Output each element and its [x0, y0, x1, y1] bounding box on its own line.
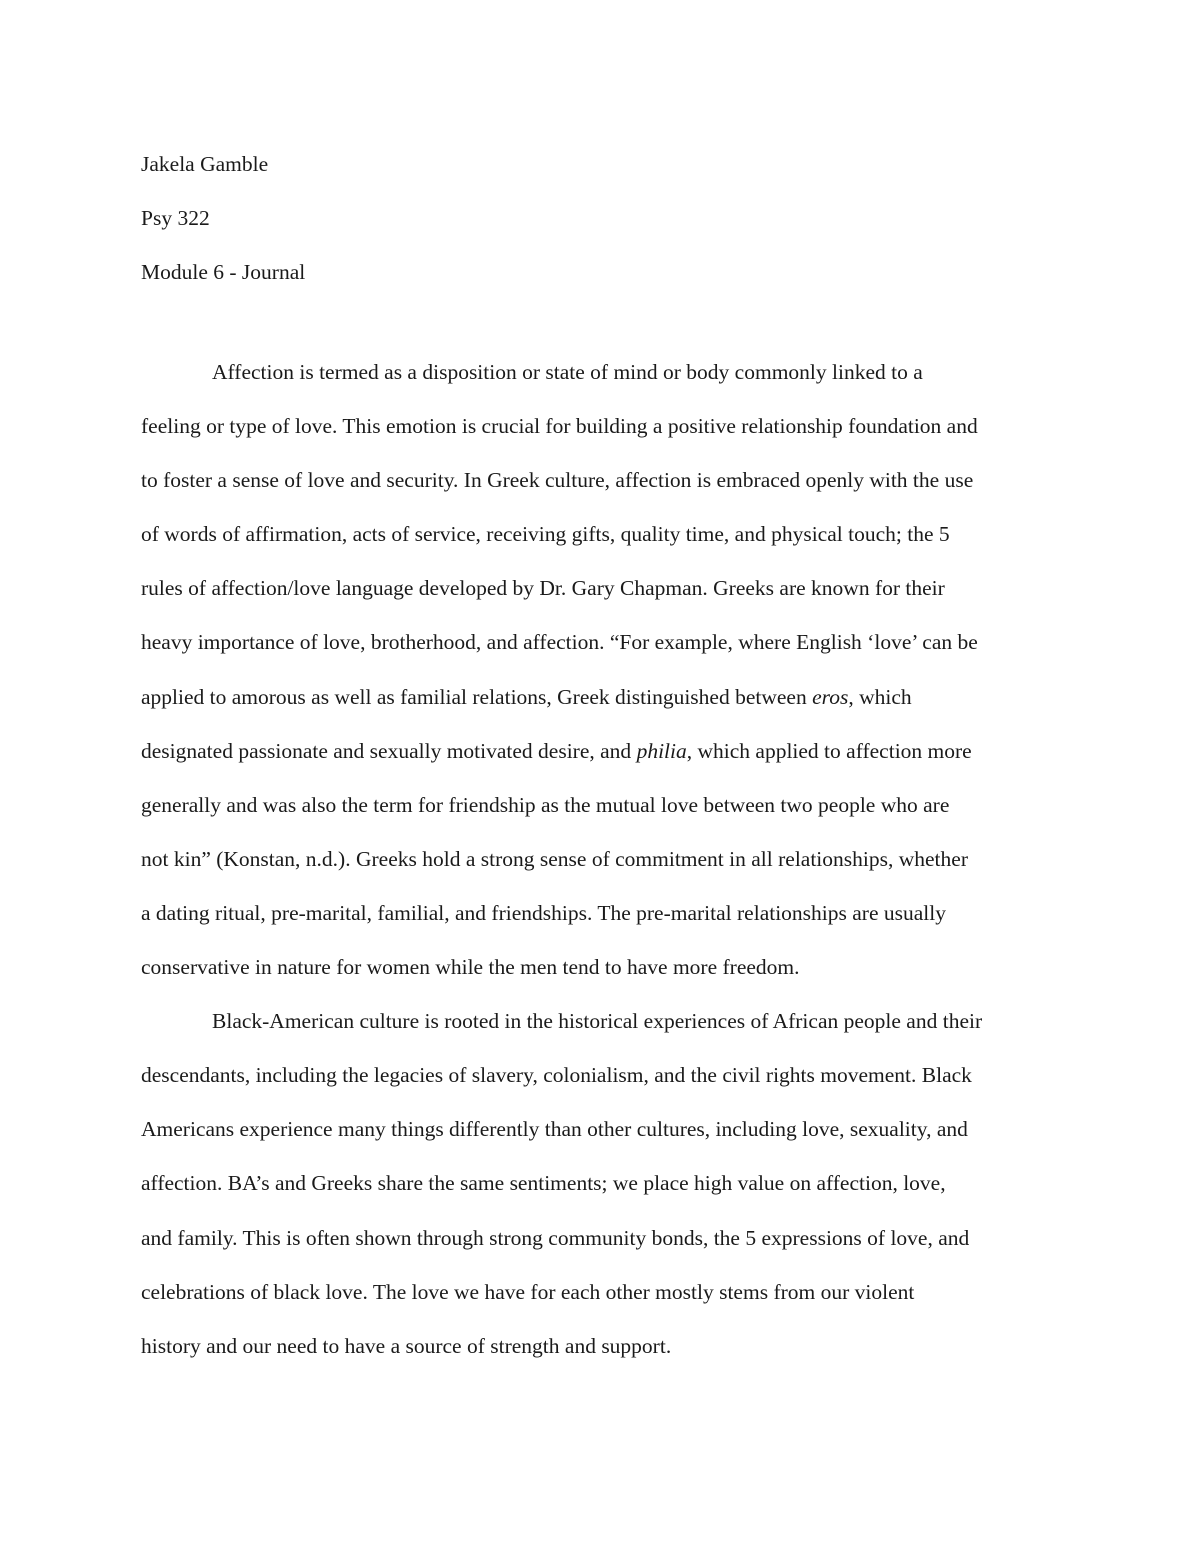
paragraph-line — [141, 670, 1071, 724]
paragraph-1 — [141, 345, 1071, 994]
paragraph-line: heavy importance of love, brotherhood, and affection. “For example, where English ‘love’ can be — [141, 630, 978, 655]
paragraph-line: of words of affirmation, acts of service, receiving gifts, quality time, and physical touch; the 5 — [141, 522, 950, 547]
paragraph-line: celebrations of black love. The love we have for each other mostly stems from our violent — [141, 1279, 915, 1304]
assignment-title: Module 6 - Journal — [141, 260, 306, 284]
line-text: , which — [848, 684, 912, 709]
paragraph-line: and family. This is often shown through strong community bonds, the 5 expressions of love, and — [141, 1225, 970, 1250]
italic-term-eros: eros — [812, 684, 849, 709]
document-body — [141, 345, 1071, 1373]
paragraph-line: affection. BA’s and Greeks share the same sentiments; we place high value on affection, love, — [141, 1171, 946, 1196]
document-header — [141, 137, 1061, 299]
paragraph-line: feeling or type of love. This emotion is crucial for building a positive relationship foundation and — [141, 414, 978, 439]
paragraph-line: not kin” (Konstan, n.d.). Greeks hold a strong sense of commitment in all relationships, whether — [141, 846, 968, 871]
paragraph-line: descendants, including the legacies of slavery, colonialism, and the civil rights movement. Black — [141, 1063, 972, 1088]
paragraph-line: Americans experience many things differently than other cultures, including love, sexuality, and — [141, 1117, 968, 1142]
paragraph-line — [141, 724, 1071, 778]
paragraph-line: to foster a sense of love and security. In Greek culture, affection is embraced openly with the use — [141, 468, 974, 493]
paragraph-line: generally and was also the term for friendship as the mutual love between two people who are — [141, 792, 950, 817]
paragraph-line: Affection is termed as a disposition or state of mind or body commonly linked to a — [212, 360, 923, 384]
paragraph-line: rules of affection/love language developed by Dr. Gary Chapman. Greeks are known for their — [141, 576, 945, 601]
course-name: Psy 322 — [141, 206, 210, 230]
author-name: Jakela Gamble — [141, 152, 269, 176]
line-text: , which applied to affection more — [686, 738, 972, 763]
italic-term-philia: philia — [636, 738, 687, 763]
line-text: designated passionate and sexually motivated desire, and — [141, 738, 637, 763]
paragraph-line: history and our need to have a source of strength and support. — [141, 1333, 672, 1358]
paragraph-line: Black-American culture is rooted in the historical experiences of African people and their — [212, 1009, 983, 1034]
paragraph-2 — [141, 994, 1071, 1373]
paragraph-line: conservative in nature for women while the men tend to have more freedom. — [141, 955, 800, 980]
line-text: applied to amorous as well as familial relations, Greek distinguished between — [141, 684, 813, 709]
paragraph-line: a dating ritual, pre-marital, familial, and friendships. The pre-marital relationships are usually — [141, 900, 946, 925]
